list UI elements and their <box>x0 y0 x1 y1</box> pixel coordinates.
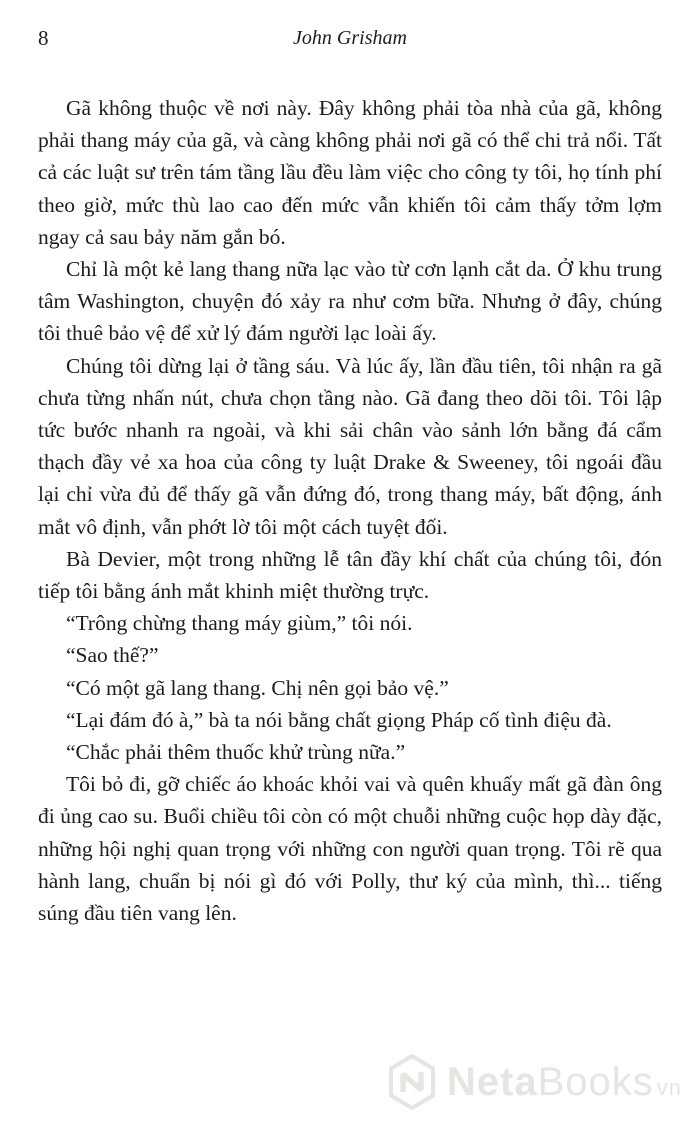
body-text <box>38 92 662 929</box>
paragraph: Tôi bỏ đi, gỡ chiếc áo khoác khỏi vai và quên khuấy mất gã đàn ông đi ủng cao su. Buổi chiều tôi còn có một chuỗi những cuộc họp dày đặc, những hội nghị quan trọng với những con người quan trọng. Tôi rẽ qua hành lang, chuẩn bị nói gì đó với Polly, thư ký của mình, thì... tiếng súng đầu tiên vang lên. <box>38 772 662 926</box>
paragraph-dialogue: “Lại đám đó à,” bà ta nói bằng chất giọng Pháp cố tình điệu đà. <box>66 707 612 732</box>
paragraph: Bà Devier, một trong những lễ tân đầy khí chất của chúng tôi, đón tiếp tôi bằng ánh mắt khinh miệt thường trực. <box>38 546 662 604</box>
page-header <box>38 26 662 52</box>
netabooks-watermark <box>387 1053 682 1111</box>
paragraph-dialogue: “Sao thế?” <box>66 643 159 668</box>
watermark-brand-part1: Neta <box>446 1060 538 1104</box>
paragraph: Chúng tôi dừng lại ở tầng sáu. Và lúc ấy, lần đầu tiên, tôi nhận ra gã chưa từng nhấn nút, chưa chọn tầng nào. Gã đang theo dõi tôi. Tôi lập tức bước nhanh ra ngoài, và khi sải chân vào sảnh lớn bằng đá cẩm thạch đầy vẻ xa hoa của công ty luật Drake & Sweeney, tôi ngoái đầu lại chỉ vừa đủ để thấy gã vẫn đứng đó, trong thang máy, bất động, ánh mắt vô định, vẫn phớt lờ tôi một cách tuyệt đối. <box>38 353 662 539</box>
watermark-brand-part2: Books <box>537 1060 654 1104</box>
paragraph: Gã không thuộc về nơi này. Đây không phải tòa nhà của gã, không phải thang máy của gã, và càng không phải nơi gã có thể chi trả nổi. Tất cả các luật sư trên tám tầng lầu đều làm việc cho công ty tôi, họ tính phí theo giờ, mức thù lao cao đến mức vẫn khiến tôi cảm thấy tởm lợm ngay cả sau bảy năm gắn bó. <box>38 96 662 249</box>
netabooks-logo-icon <box>387 1053 437 1111</box>
paragraph: Chỉ là một kẻ lang thang nữa lạc vào từ cơn lạnh cắt da. Ở khu trung tâm Washington, chuyện đó xảy ra như cơm bữa. Nhưng ở đây, chúng tôi thuê bảo vệ để xử lý đám người lạc loài ấy. <box>38 257 662 346</box>
running-header: John Grisham <box>293 27 407 49</box>
paragraph-dialogue: “Trông chừng thang máy giùm,” tôi nói. <box>66 611 413 636</box>
page-number: 8 <box>38 26 49 50</box>
watermark-tld: vn <box>656 1075 682 1100</box>
paragraph-dialogue: “Có một gã lang thang. Chị nên gọi bảo vệ.” <box>66 675 449 700</box>
paragraph-dialogue: “Chắc phải thêm thuốc khử trùng nữa.” <box>66 740 406 765</box>
watermark-brand <box>447 1062 682 1102</box>
